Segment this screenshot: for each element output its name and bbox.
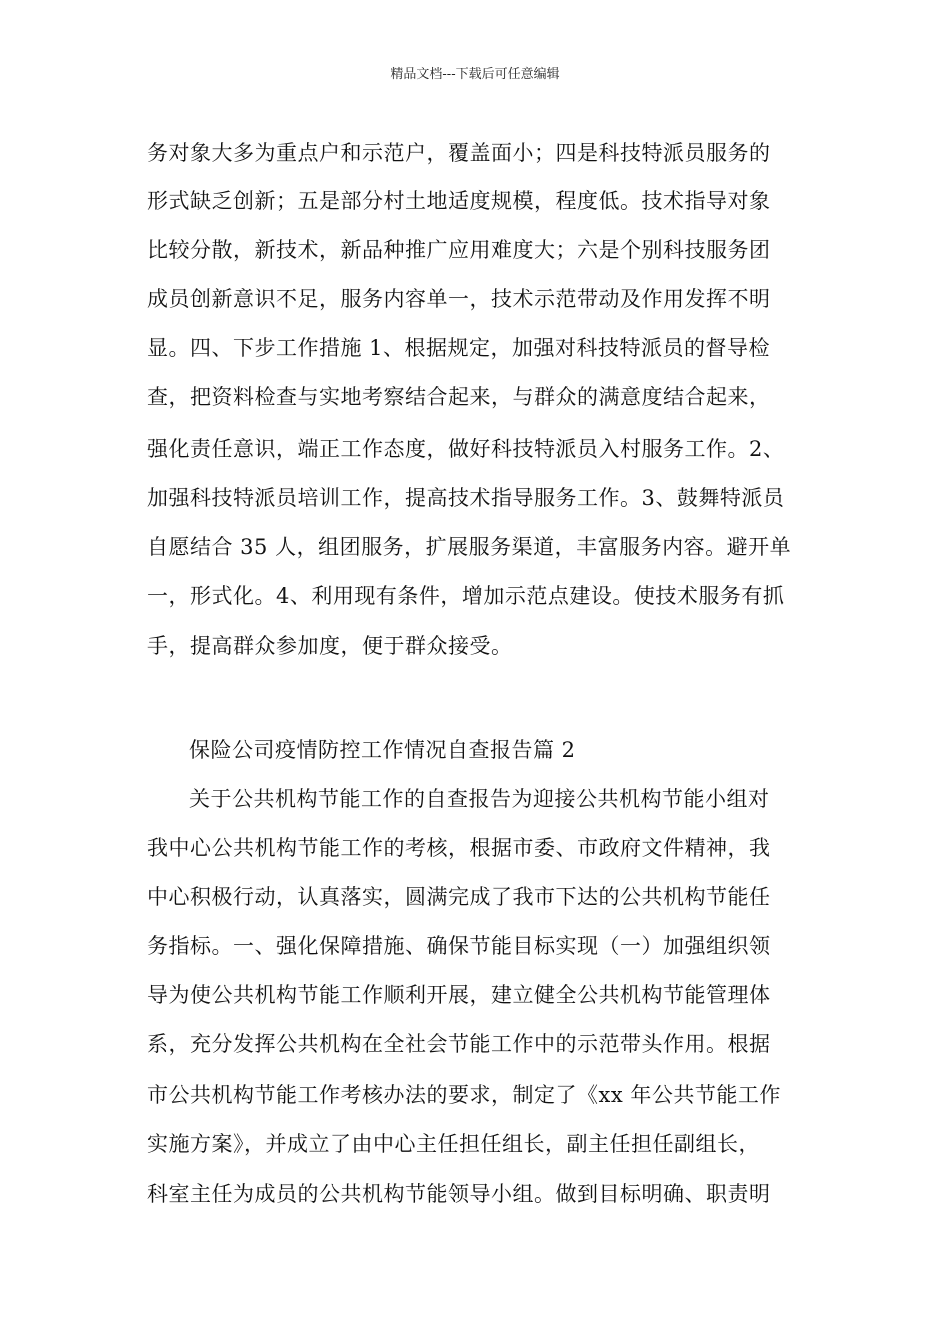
paragraph-line: 成员创新意识不足，服务内容单一，技术示范带动及作用发挥不明 <box>147 287 771 311</box>
paragraph-line: 形式缺乏创新；五是部分村土地适度规模，程度低。技术指导对象 <box>147 189 771 213</box>
paragraph-line: 强化责任意识，端正工作态度，做好科技特派员入村服务工作。2、 <box>147 437 785 461</box>
paragraph-line: 市公共机构节能工作考核办法的要求，制定了《xx 年公共节能工作 <box>147 1083 781 1107</box>
paragraph-line: 显。四、下步工作措施 1、根据规定，加强对科技特派员的督导检 <box>147 336 771 360</box>
paragraph-line: 中心积极行动，认真落实，圆满完成了我市下达的公共机构节能任 <box>147 885 771 909</box>
paragraph-line: 务指标。一、强化保障措施、确保节能目标实现（一）加强组织领 <box>147 934 771 958</box>
paragraph-line: 自愿结合 35 人，组团服务，扩展服务渠道，丰富服务内容。避开单 <box>147 535 792 559</box>
paragraph-line: 系，充分发挥公共机构在全社会节能工作中的示范带头作用。根据 <box>147 1032 771 1056</box>
page-header: 精品文档---下载后可任意编辑 <box>390 67 560 82</box>
paragraph-line: 导为使公共机构节能工作顺利开展，建立健全公共机构节能管理体 <box>147 983 771 1007</box>
paragraph-line: 务对象大多为重点户和示范户，覆盖面小；四是科技特派员服务的 <box>147 141 771 165</box>
paragraph-line: 一，形式化。4、利用现有条件，增加示范点建设。使技术服务有抓 <box>147 584 785 608</box>
paragraph-line: 比较分散，新技术，新品种推广应用难度大；六是个别科技服务团 <box>147 238 771 262</box>
paragraph-line: 关于公共机构节能工作的自查报告为迎接公共机构节能小组对 <box>189 787 770 811</box>
paragraph-line: 科室主任为成员的公共机构节能领导小组。做到目标明确、职责明 <box>147 1182 771 1206</box>
paragraph-line: 加强科技特派员培训工作，提高技术指导服务工作。3、鼓舞特派员 <box>147 486 785 510</box>
section-title: 保险公司疫情防控工作情况自查报告篇 2 <box>189 738 576 762</box>
paragraph-line: 手，提高群众参加度，便于群众接受。 <box>147 634 513 658</box>
paragraph-line: 查，把资料检查与实地考察结合起来，与群众的满意度结合起来， <box>147 385 771 409</box>
paragraph-line: 我中心公共机构节能工作的考核，根据市委、市政府文件精神，我 <box>147 836 771 860</box>
paragraph-line: 实施方案》，并成立了由中心主任担任组长，副主任担任副组长， <box>147 1132 760 1156</box>
